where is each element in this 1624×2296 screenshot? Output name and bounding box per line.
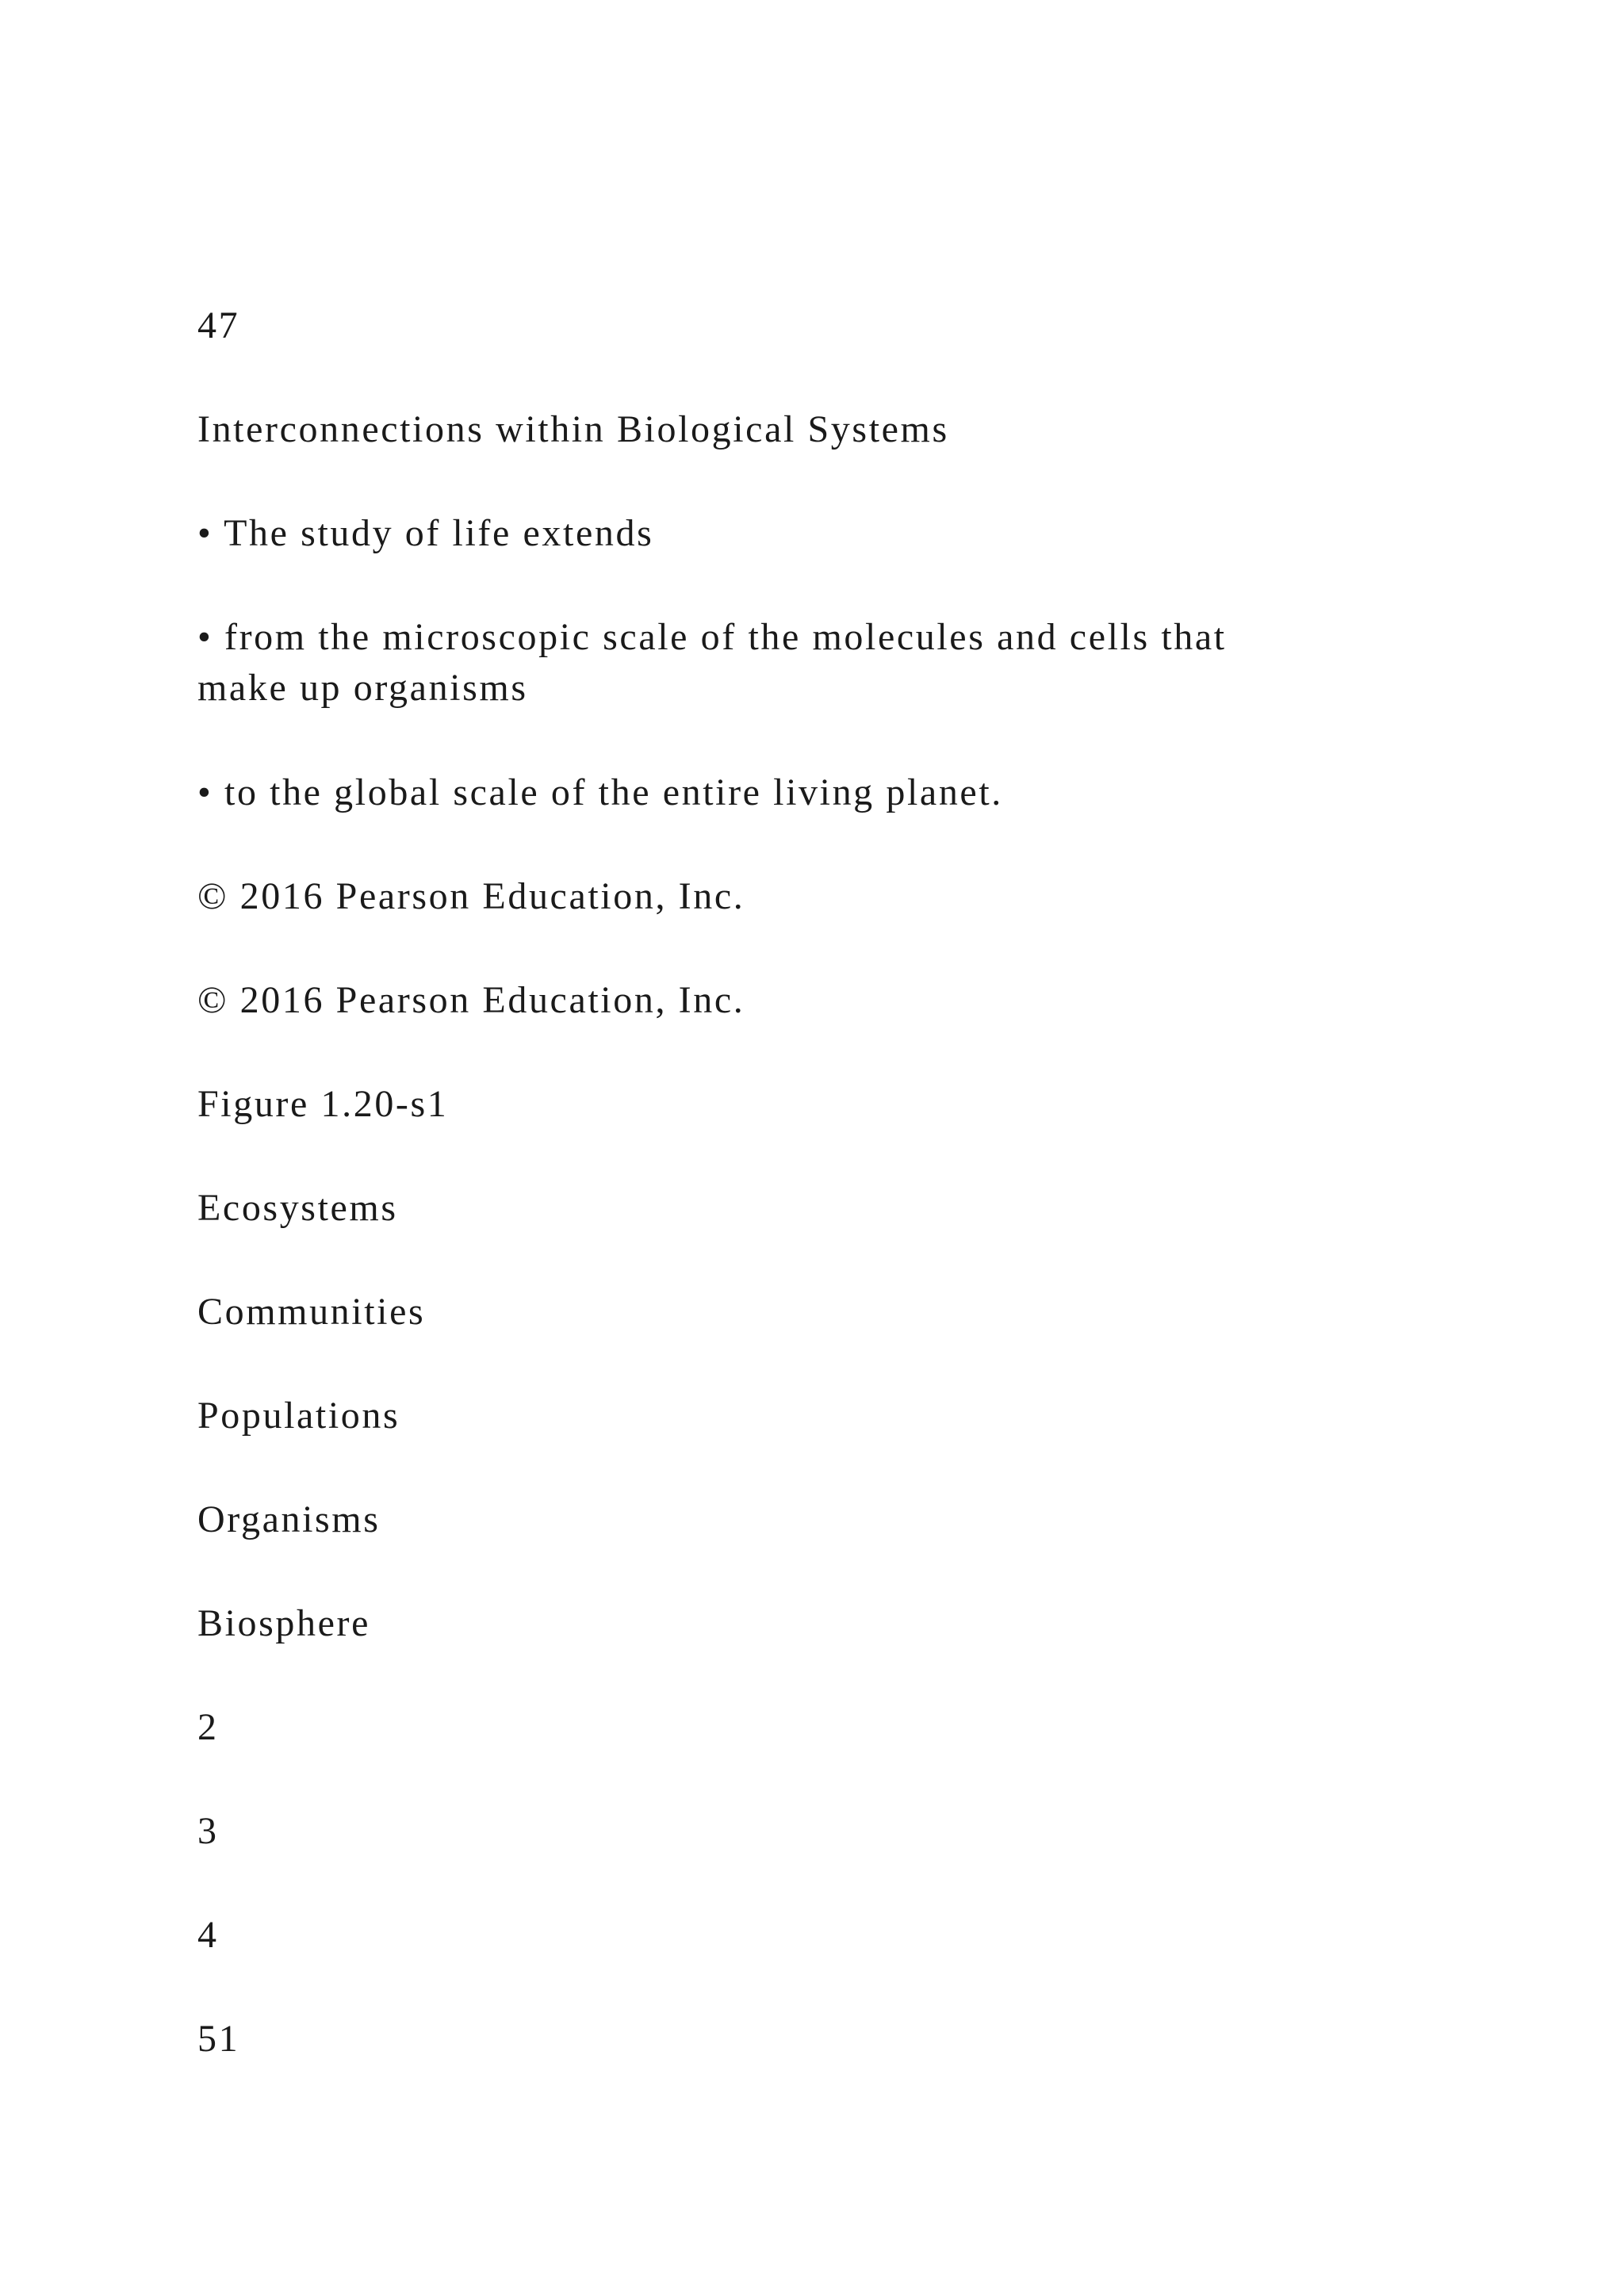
step-number: 3 [197, 1810, 219, 1852]
page-number: 47 [197, 304, 240, 346]
page-title: Interconnections within Biological Systems [197, 408, 949, 450]
step-number: 51 [197, 2018, 240, 2060]
bullet-item: • to the global scale of the entire living planet. [197, 771, 1003, 813]
step-number: 2 [197, 1706, 219, 1748]
copyright-notice: © 2016 Pearson Education, Inc. [197, 875, 745, 917]
bullet-item: • The study of life extends [197, 512, 654, 554]
level-label: Communities [197, 1291, 426, 1333]
copyright-notice: © 2016 Pearson Education, Inc. [197, 979, 745, 1021]
level-label: Ecosystems [197, 1187, 398, 1229]
level-label: Organisms [197, 1498, 381, 1540]
figure-label: Figure 1.20-s1 [197, 1083, 449, 1125]
level-label: Populations [197, 1395, 400, 1437]
bullet-item: • from the microscopic scale of the molecules and cells that make up organisms [197, 616, 1227, 709]
level-label: Biosphere [197, 1602, 371, 1644]
step-number: 4 [197, 1914, 219, 1956]
